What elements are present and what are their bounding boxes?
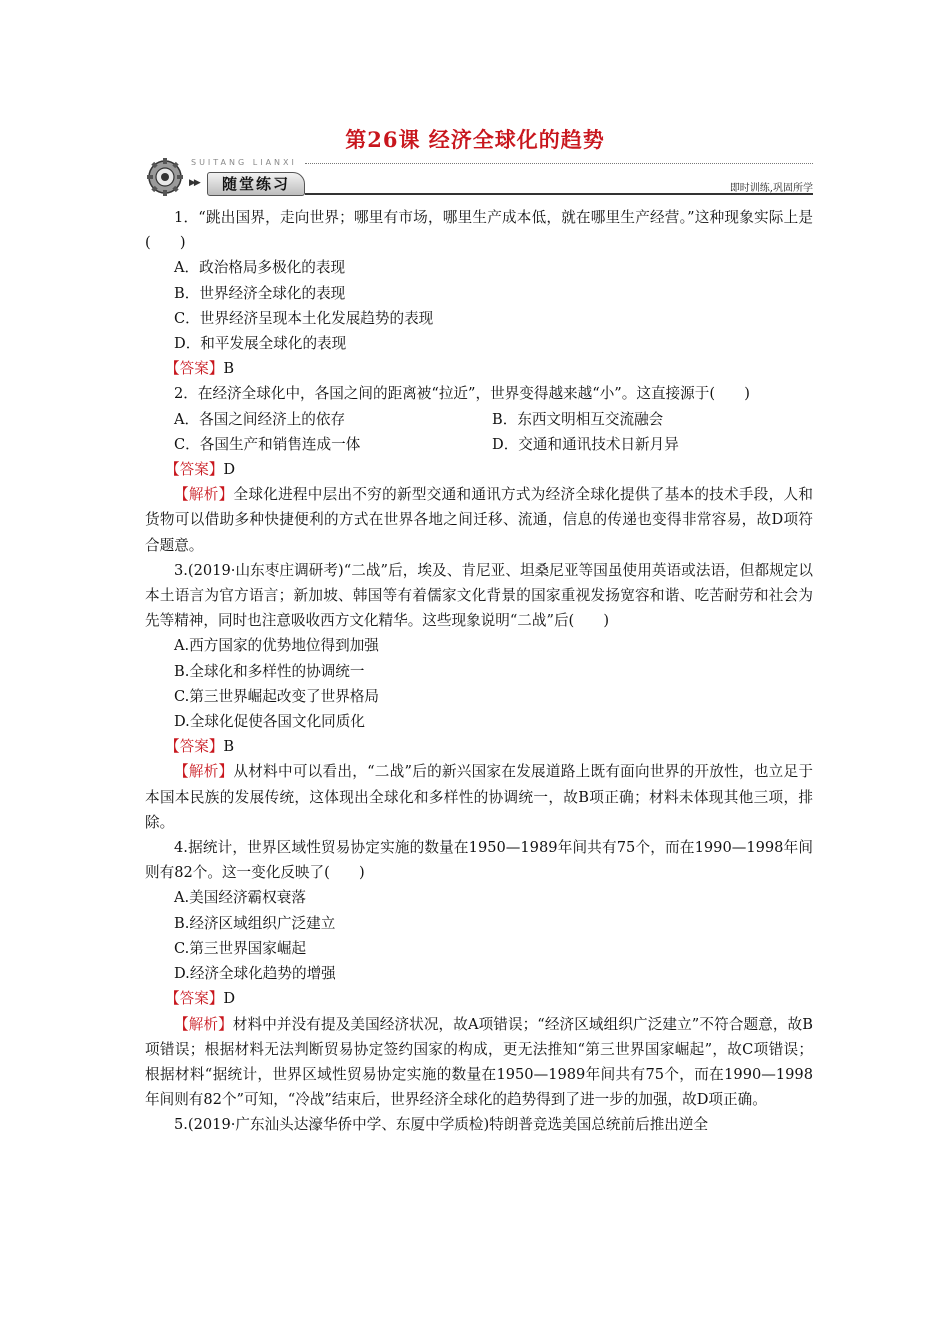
answer-value: B: [223, 738, 235, 756]
answer-line: [145, 457, 813, 482]
option-row: [145, 407, 813, 432]
analysis-tag: 【解析】: [174, 486, 234, 504]
banner-pinyin: SUITANG LIANXI: [191, 158, 297, 167]
exercise-content: [145, 205, 813, 1138]
option: C.第三世界崛起改变了世界格局: [174, 687, 380, 705]
option: D.经济全球化趋势的增强: [174, 965, 336, 983]
question-stem: 5.(2019·广东汕头达濠华侨中学、东厦中学质检)特朗普竞选美国总统前后推出逆全: [174, 1116, 709, 1134]
answer-tag: 【答案】: [165, 461, 224, 479]
option: A．政治格局多极化的表现: [174, 259, 346, 277]
double-arrow-icon: ▶▶: [189, 178, 199, 188]
answer-tag: 【答案】: [165, 990, 224, 1008]
analysis-tag: 【解析】: [174, 1015, 233, 1033]
dotted-divider: [305, 163, 813, 164]
answer-tag: 【答案】: [165, 738, 224, 756]
option: C．各国生产和销售连成一体: [174, 435, 361, 453]
option: B．东西文明相互交流融会: [492, 410, 664, 428]
gear-icon: [145, 158, 185, 196]
section-banner: [145, 156, 813, 198]
answer-line: [145, 356, 813, 381]
banner-slogan: 即时训练,巩固所学: [729, 183, 813, 194]
question-stem: 2．在经济全球化中，各国之间的距离被“拉近”，世界变得越来越“小”。这直接源于( ): [174, 385, 750, 403]
option: C．世界经济呈现本土化发展趋势的表现: [174, 309, 434, 327]
answer-value: D: [223, 461, 236, 479]
question-stem: 3.(2019·山东枣庄调研考)“二战”后，埃及、肯尼亚、坦桑尼亚等国虽使用英语或法语，但都规定以本土语言为官方语言；新加坡、韩国等有着儒家文化背景的国家重视发扬宽容和谐、吃苦耐劳和社会为先等精神，同时也注意吸收西方文化精华。这些现象说明“二战”后( ): [145, 561, 813, 630]
answer-value: B: [223, 360, 235, 378]
option: B.全球化和多样性的协调统一: [174, 662, 365, 680]
analysis-paragraph: [145, 1012, 813, 1113]
option: D.全球化促使各国文化同质化: [174, 713, 365, 731]
option: B.经济区域组织广泛建立: [174, 914, 336, 932]
question-stem: 4.据统计，世界区域性贸易协定实施的数量在1950—1989年间共有75个，而在1990—1998年间则有82个。这一变化反映了( ): [145, 839, 813, 882]
analysis-text: 从材料中可以看出，“二战”后的新兴国家在发展道路上既有面向世界的开放性，也立足于本国本民族的发展传统，这体现出全球化和多样性的协调统一，故B项正确；材料未体现其他三项，排除。: [145, 763, 813, 831]
option: A.西方国家的优势地位得到加强: [174, 637, 379, 655]
analysis-tag: 【解析】: [174, 763, 234, 781]
section-label: 随堂练习: [207, 172, 305, 196]
option: D．交通和通讯技术日新月异: [492, 435, 679, 453]
answer-line: [145, 986, 813, 1011]
option-row: [145, 432, 813, 457]
answer-line: [145, 734, 813, 759]
analysis-paragraph: [145, 759, 813, 835]
page-title: 第26课 经济全球化的趋势: [345, 127, 605, 152]
answer-value: D: [223, 990, 236, 1008]
option: C.第三世界国家崛起: [174, 939, 307, 957]
analysis-paragraph: [145, 482, 813, 558]
analysis-text: 全球化进程中层出不穷的新型交通和通讯方式为经济全球化提供了基本的技术手段，人和货物可以借助多种快捷便利的方式在世界各地之间迁移、流通，信息的传递也变得非常容易，故D项符合题意。: [145, 486, 813, 554]
answer-tag: 【答案】: [165, 360, 224, 378]
analysis-text: 材料中并没有提及美国经济状况，故A项错误；“经济区域组织广泛建立”不符合题意，故B项错误；根据材料无法判断贸易协定签约国家的构成，更无法推知“第三世界国家崛起”，故C项错误；根据材料“据统计，世界区域性贸易协定实施的数量在1950—1989年间共有75个，而在1990—1998年间则有82个”可知，“冷战”结束后，世界经济全球化的趋势得到了进一步的加强，故D项正确。: [145, 1015, 813, 1109]
option: A.美国经济霸权衰落: [174, 889, 306, 907]
question-stem: 1．“跳出国界，走向世界；哪里有市场，哪里生产成本低，就在哪里生产经营。”这种现象实际上是( ): [145, 209, 813, 252]
option: D．和平发展全球化的表现: [174, 335, 347, 353]
option: A．各国之间经济上的依存: [174, 410, 346, 428]
option: B．世界经济全球化的表现: [174, 284, 346, 302]
